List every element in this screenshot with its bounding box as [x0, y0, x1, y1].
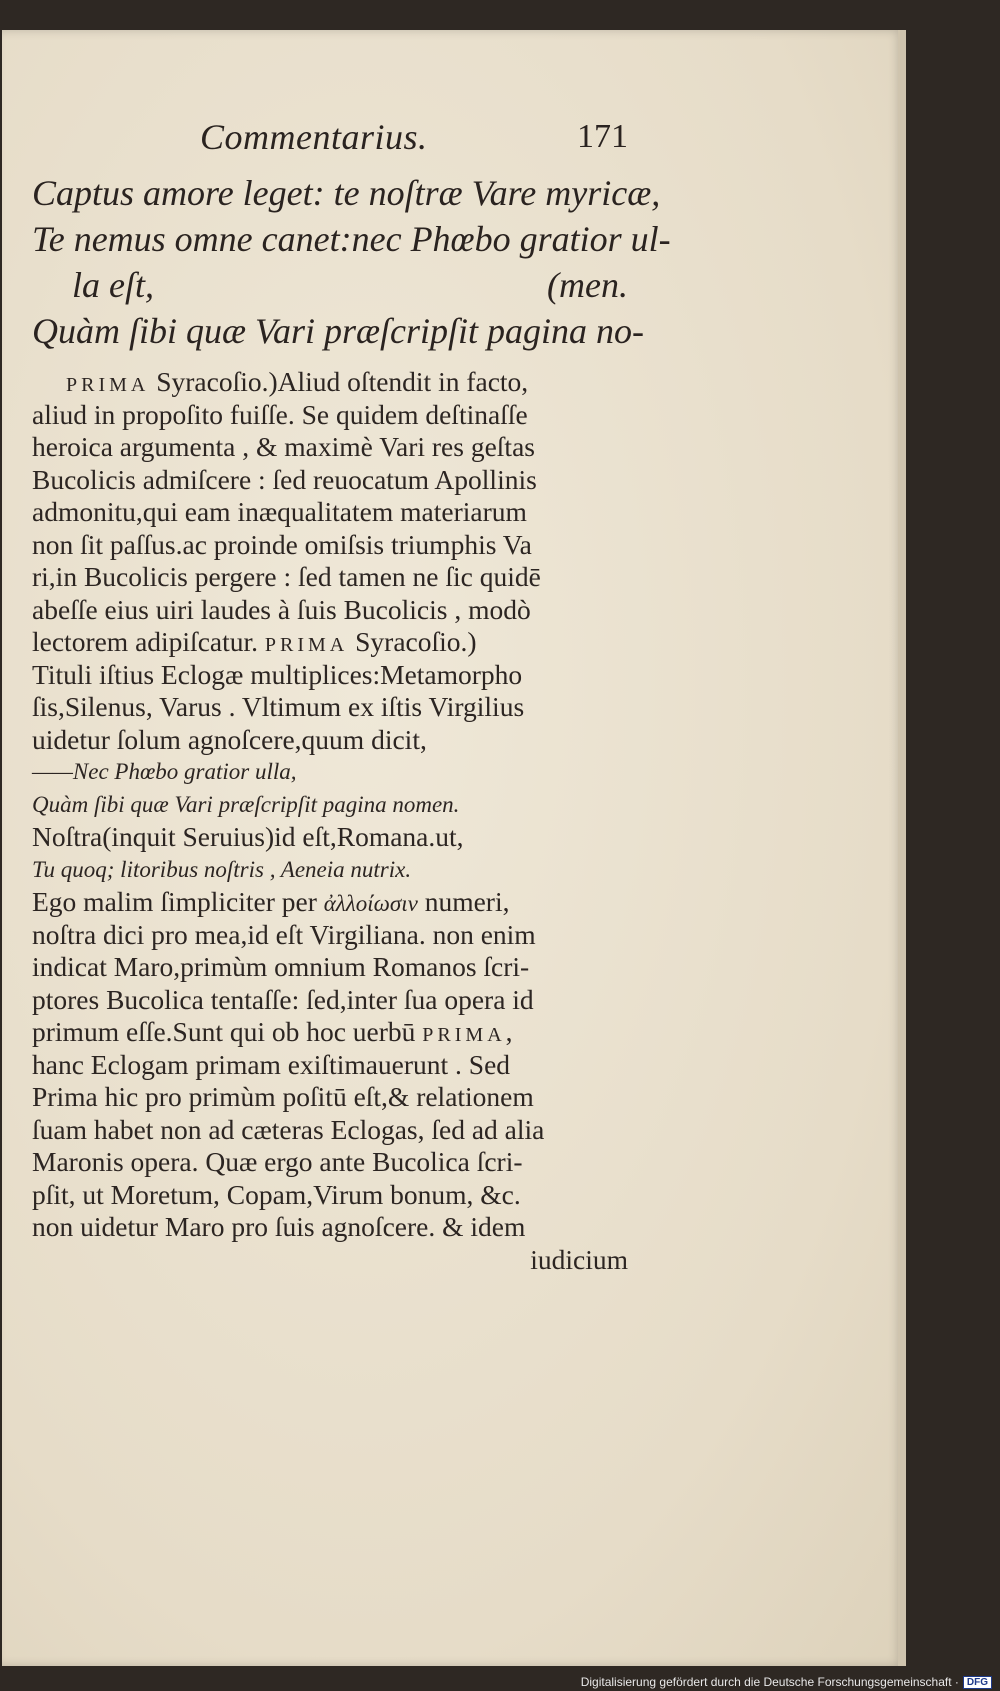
commentary-text — [32, 366, 632, 1276]
page-number: 171 — [577, 118, 628, 155]
verse-block — [32, 170, 671, 354]
text-line — [32, 1016, 632, 1049]
text-line: pſit, ut Moretum, Copam,Virum bonum, &c. — [32, 1178, 521, 1210]
verse-line — [32, 262, 632, 308]
text-line: noſtra dici pro mea,id eſt Virgiliana. non enim — [32, 918, 536, 950]
lemma: PRIMA — [66, 374, 150, 396]
digitization-credit — [581, 1675, 992, 1689]
text-line: heroica argumenta , & maximè Vari res geſtas — [32, 431, 535, 462]
text-line: abeſſe eius uiri laudes à ſuis Bucolicis , modò — [32, 593, 531, 625]
verse-line: Quàm ſibi quæ Vari præſcripſit pagina no- — [32, 311, 645, 351]
dfg-logo: DFG — [963, 1676, 992, 1689]
greek-word: ἀλλοίωσιν — [323, 891, 418, 916]
text-line — [32, 626, 632, 659]
running-head-title: Commentarius. — [200, 117, 428, 157]
text-line: Tituli iſtius Eclogæ multiplices:Metamorpho — [32, 658, 523, 690]
lemma: PRIMA — [422, 1024, 506, 1046]
text-run: numeri, — [417, 886, 510, 917]
text-line: ſis,Silenus, Varus . Vltimum ex iſtis Virgilius — [32, 691, 525, 722]
lemma: PRIMA — [264, 634, 349, 656]
text-run: Syracoſio.) — [348, 626, 477, 657]
text-run: Syracoſio.)Aliud oſtendit in facto, — [149, 366, 529, 397]
running-head — [32, 108, 632, 164]
text-line: non uidetur Maro pro ſuis agnoſcere. & idem — [32, 1211, 526, 1242]
text-line: indicat Maro,primùm omnium Romanos ſcri- — [32, 951, 530, 982]
credit-text: Digitalisierung gefördert durch die Deutsche Forschungsgemeinschaft · — [580, 1675, 959, 1689]
catchword: iudicium — [530, 1243, 628, 1275]
text-line: Noſtra(inquit Seruius)id eſt,Romana.ut, — [32, 821, 464, 852]
verse-line-fragment: la eſt, — [72, 265, 154, 305]
text-line: non ſit paſſus.ac proinde omiſsis triumphis Va — [32, 528, 532, 560]
verse-line: Te nemus omne canet:nec Phœbo gratior ul- — [32, 219, 671, 259]
text-line: Bucolicis admiſcere : ſed reuocatum Apollinis — [32, 463, 537, 495]
text-line — [32, 886, 632, 919]
text-line: ri,in Bucolicis pergere : ſed tamen ne ſic quidē — [32, 561, 541, 592]
quotation-line: Quàm ſibi quæ Vari præſcripſit pagina nomen. — [32, 791, 460, 817]
text-run: lectorem adipiſcatur. — [32, 626, 265, 657]
text-run: , — [505, 1016, 513, 1047]
text-run: Ego malim ſimpliciter per — [32, 886, 324, 917]
verse-line-turnover: (men. — [547, 265, 628, 305]
text-line: Maronis opera. Quæ ergo ante Bucolica ſcri- — [32, 1146, 523, 1177]
page-edge — [898, 30, 906, 1666]
quotation-line: ——Nec Phœbo gratior ulla, — [32, 759, 297, 784]
text-line: hanc Eclogam primam exiſtimauerunt . Sed — [32, 1048, 511, 1080]
text-line: ptores Bucolica tentaſſe: ſed,inter ſua opera id — [32, 983, 534, 1015]
verse-line: Captus amore leget: te noſtræ Vare myricæ, — [32, 173, 661, 213]
text-line: uidetur ſolum agnoſcere,quum dicit, — [32, 723, 427, 755]
quotation-line: Tu quoq; litoribus noſtris , Aeneia nutrix. — [32, 856, 412, 882]
text-run: primum eſſe.Sunt qui ob hoc uerbū — [32, 1016, 423, 1047]
text-line: ſuam habet non ad cæteras Eclogas, ſed ad alia — [32, 1113, 545, 1145]
text-line: aliud in propoſito fuiſſe. Se quidem deſtinaſſe — [32, 398, 528, 430]
text-line — [32, 366, 632, 399]
text-line: Prima hic pro primùm poſitū eſt,& relationem — [32, 1081, 534, 1112]
text-line: admonitu,qui eam inæqualitatem materiarum — [32, 496, 527, 527]
